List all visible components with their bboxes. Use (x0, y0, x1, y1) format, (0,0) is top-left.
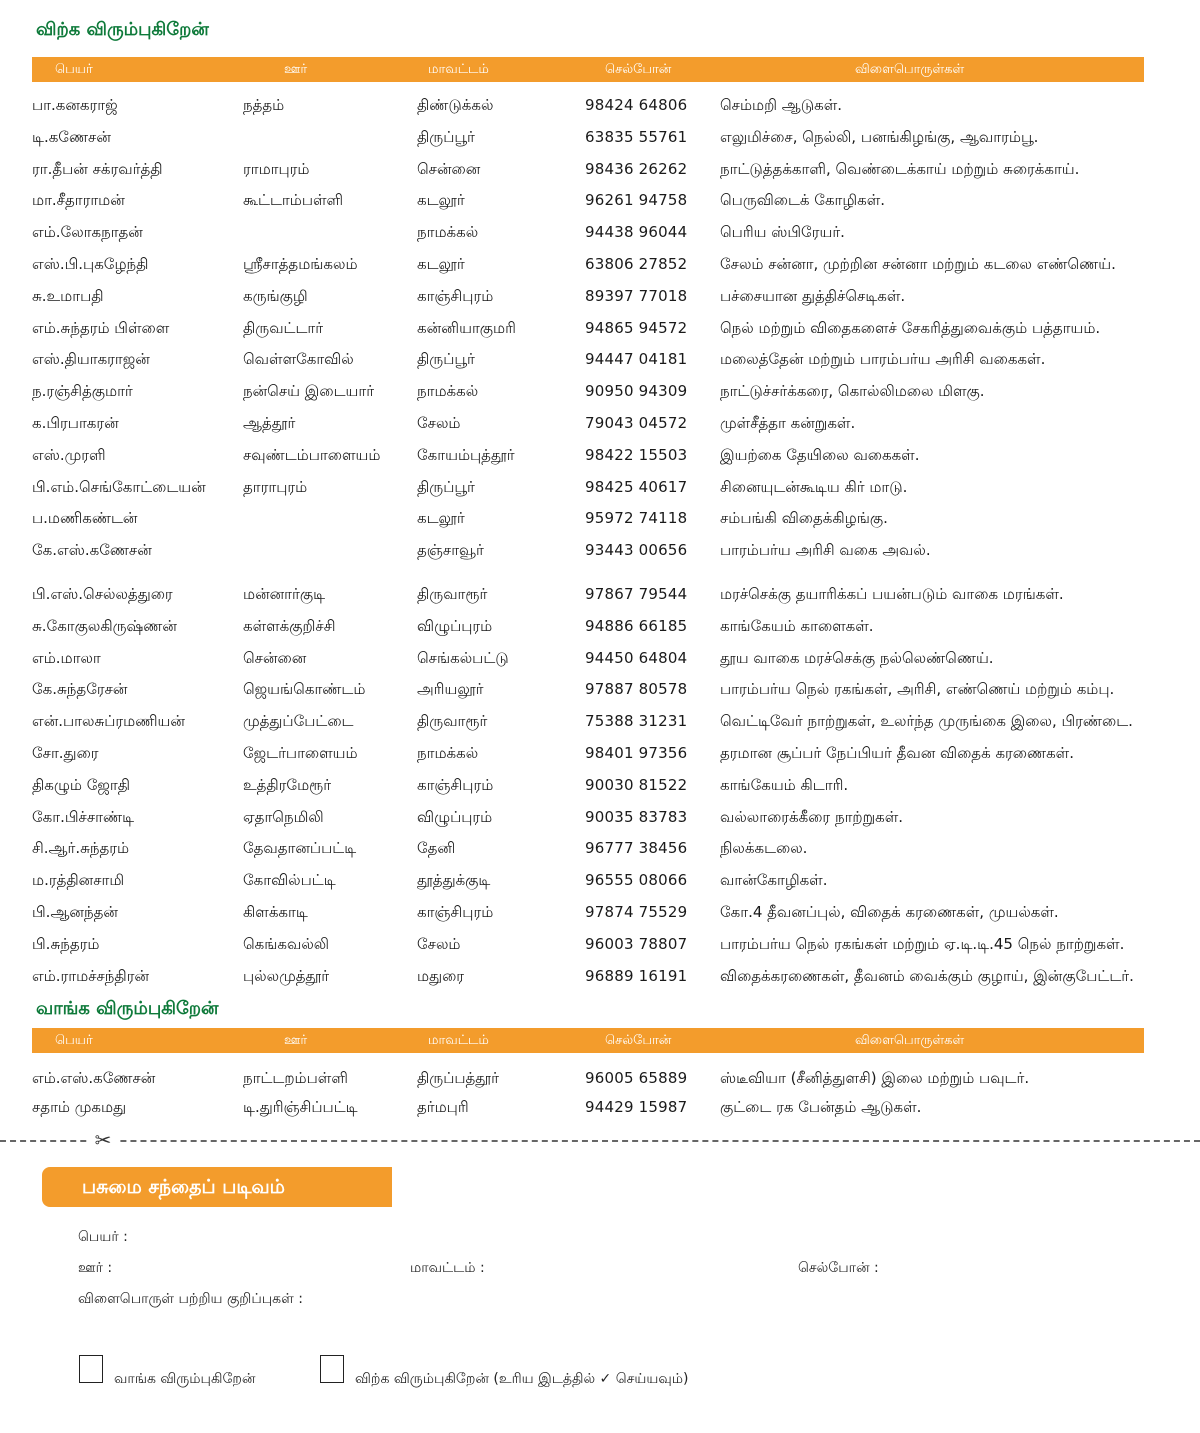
table-row (0, 770, 1200, 800)
cell-products: வான்கோழிகள். (720, 871, 828, 890)
cell-town: நன்செய் இடையார் (243, 382, 375, 401)
form-district-label: மாவட்டம் : (410, 1260, 485, 1276)
cell-name: திகழும் ஜோதி (32, 775, 131, 794)
cell-phone: 98425 40617 (585, 477, 688, 496)
table-row (0, 344, 1200, 374)
cell-products: தூய வாகை மரச்செக்கு நல்லெண்ணெய். (720, 648, 994, 667)
cell-district: காஞ்சிபுரம் (417, 775, 494, 794)
cell-name: பி.எம்.செங்கோட்டையன் (32, 477, 206, 496)
cell-district: நாமக்கல் (417, 223, 479, 242)
cell-district: கடலூர் (417, 191, 465, 210)
cell-district: கோயம்புத்தூர் (417, 445, 515, 464)
scissors-icon: ✂ (88, 1128, 118, 1152)
cell-products: பாரம்பர்ய நெல் ரகங்கள் மற்றும் ஏ.டி.டி.45 நெல் நாற்றுகள். (720, 934, 1125, 953)
cell-town: கிளக்காடி (243, 903, 308, 921)
cell-name: எம்.ராமச்சந்திரன் (32, 966, 150, 985)
cell-name: எம்.லோகநாதன் (32, 223, 143, 242)
cell-name: எம்.சுந்தரம் பிள்ளை (32, 318, 170, 337)
cell-town: ஏதாநெமிலி (243, 807, 324, 826)
sell-table-header (32, 57, 1144, 82)
cell-town: ஆத்தூர் (243, 414, 296, 432)
cell-name: பி.எஸ்.செல்லத்துரை (32, 585, 173, 603)
cell-name: ரா.தீபன் சக்ரவர்த்தி (32, 159, 163, 178)
cell-name: க.பிரபாகரன் (32, 414, 119, 432)
cell-products: குட்டை ரக பேன்தம் ஆடுகள். (720, 1098, 922, 1116)
cell-town: சென்னை (243, 648, 307, 667)
cell-name: எம்.எஸ்.கணேசன் (32, 1069, 156, 1087)
cell-district: தேனி (417, 839, 456, 858)
form-phone-label: செல்போன் : (798, 1260, 879, 1276)
cell-town: நத்தம் (243, 96, 285, 114)
table-row (0, 961, 1200, 991)
cell-town: திருவட்டார் (243, 318, 324, 337)
buy-table-header (32, 1028, 1144, 1053)
cell-phone: 94429 15987 (585, 1098, 688, 1116)
cell-products: நெல் மற்றும் விதைகளைச் சேகரித்துவைக்கும் பத்தாயம். (720, 318, 1101, 337)
cell-town: உத்திரமேரூர் (243, 775, 332, 794)
cell-phone: 75388 31231 (585, 712, 688, 731)
cell-town: மன்னார்குடி (243, 585, 326, 603)
cell-name: சோ.துரை (32, 744, 99, 762)
cell-name: எஸ்.தியாகராஜன் (32, 350, 150, 369)
cell-town: தேவதானப்பட்டி (243, 839, 357, 858)
table-row (0, 611, 1200, 641)
cell-district: திருப்பூர் (417, 350, 475, 369)
cell-town: ஜெயங்கொண்டம் (243, 680, 366, 699)
cell-phone: 96005 65889 (585, 1069, 688, 1087)
cell-district: கடலூர் (417, 509, 465, 528)
cell-district: தூத்துக்குடி (417, 871, 491, 890)
buy-option-label: வாங்க விரும்புகிறேன் (114, 1371, 256, 1387)
cell-name: டி.கணேசன் (32, 127, 111, 146)
cut-line (0, 1140, 1200, 1142)
cell-district: சேலம் (417, 934, 461, 953)
cell-name: பி.ஆனந்தன் (32, 903, 118, 921)
cell-phone: 97867 79544 (585, 585, 688, 603)
form-title: பசுமை சந்தைப் படிவம் (82, 1176, 285, 1198)
cell-phone: 98436 26262 (585, 159, 688, 178)
table-row (0, 313, 1200, 343)
header-name: பெயர் (55, 62, 93, 77)
cell-products: பாரம்பர்ய நெல் ரகங்கள், அரிசி, எண்ணெய் மற்றும் கம்பு. (720, 680, 1115, 699)
cell-phone: 63806 27852 (585, 255, 688, 273)
table-row (0, 579, 1200, 609)
cell-name: எஸ்.முரளி (32, 445, 106, 464)
form-name-label: பெயர் : (78, 1229, 128, 1245)
form-town-label: ஊர் : (78, 1260, 113, 1276)
cell-products: வெட்டிவேர் நாற்றுகள், உலர்ந்த முருங்கை இலை, பிரண்டை. (720, 712, 1133, 731)
cell-town: சவுண்டம்பாளையம் (243, 445, 381, 464)
cell-district: திருப்பூர் (417, 127, 475, 146)
table-row (0, 865, 1200, 895)
cell-district: தர்மபுரி (417, 1098, 469, 1116)
cell-name: கே.எஸ்.கணேசன் (32, 541, 152, 560)
cell-name: சதாம் முகமது (32, 1098, 127, 1116)
cell-district: சென்னை (417, 159, 481, 178)
cell-phone: 63835 55761 (585, 127, 688, 146)
cell-phone: 94447 04181 (585, 350, 688, 369)
table-row (0, 897, 1200, 927)
cell-phone: 96555 08066 (585, 871, 688, 890)
cell-town: தாராபுரம் (243, 477, 308, 496)
form-notes-label: விளைபொருள் பற்றிய குறிப்புகள் : (78, 1291, 303, 1307)
cell-products: பாரம்பர்ய அரிசி வகை அவல். (720, 541, 931, 560)
cell-district: திண்டுக்கல் (417, 96, 494, 114)
cell-phone: 94886 66185 (585, 616, 688, 635)
cell-products: சம்பங்கி விதைக்கிழங்கு. (720, 509, 888, 528)
cell-town: கள்ளக்குறிச்சி (243, 616, 336, 635)
cell-phone: 95972 74118 (585, 509, 688, 528)
cell-district: திருப்பூர் (417, 477, 475, 496)
table-row (0, 674, 1200, 704)
table-row (0, 90, 1200, 120)
cell-name: எம்.மாலா (32, 648, 101, 667)
cell-town: முத்துப்பேட்டை (243, 712, 354, 731)
table-row (0, 643, 1200, 673)
cell-town: ஜேடர்பாளையம் (243, 744, 358, 762)
cell-products: தரமான சூப்பர் நேப்பியர் தீவன விதைக் கரணைகள். (720, 744, 1074, 762)
cell-products: விதைக்கரணைகள், தீவனம் வைக்கும் குழாய், இன்குபேட்டர். (720, 966, 1134, 985)
cell-products: பச்சையான துத்திச்செடிகள். (720, 286, 906, 305)
cell-phone: 97874 75529 (585, 903, 688, 921)
cell-products: எலுமிச்சை, நெல்லி, பனங்கிழங்கு, ஆவாரம்பூ. (720, 127, 1039, 146)
table-row (0, 281, 1200, 311)
table-row (0, 376, 1200, 406)
cell-district: திருவாரூர் (417, 585, 488, 603)
cell-name: பா.கனகராஜ் (32, 96, 118, 114)
cell-products: வல்லாரைக்கீரை நாற்றுகள். (720, 807, 904, 826)
cell-name: பி.சுந்தரம் (32, 934, 100, 953)
cell-phone: 98401 97356 (585, 744, 688, 762)
table-row (0, 185, 1200, 215)
cell-phone: 90035 83783 (585, 807, 688, 826)
cell-name: என்.பாலசுப்ரமணியன் (32, 712, 185, 731)
cell-town: கெங்கவல்லி (243, 934, 330, 953)
cell-products: நாட்டுத்தக்காளி, வெண்டைக்காய் மற்றும் சுரைக்காய். (720, 159, 1080, 178)
header-products: விளைபொருள்கள் (855, 62, 965, 77)
sell-section-title: விற்க விரும்புகிறேன் (36, 19, 209, 40)
cell-name: சி.ஆர்.சுந்தரம் (32, 839, 130, 858)
cell-town: கோவில்பட்டி (243, 871, 336, 890)
table-row (0, 217, 1200, 247)
table-row (0, 249, 1200, 279)
table-row (0, 1092, 1200, 1122)
table-row (0, 833, 1200, 863)
header-phone: செல்போன் (605, 1033, 672, 1048)
table-row (0, 408, 1200, 438)
table-row (0, 738, 1200, 768)
buy-section-title: வாங்க விரும்புகிறேன் (36, 998, 219, 1019)
cell-district: கன்னியாகுமரி (417, 318, 516, 337)
cell-products: சினையுடன்கூடிய கிர் மாடு. (720, 477, 908, 496)
table-row (0, 802, 1200, 832)
header-district: மாவட்டம் (428, 1033, 489, 1048)
cell-phone: 96261 94758 (585, 191, 688, 210)
cell-products: நாட்டுச்சர்க்கரை, கொல்லிமலை மிளகு. (720, 382, 985, 401)
cell-products: ஸ்டீவியா (சீனித்துளசி) இலை மற்றும் பவுடர். (720, 1069, 1030, 1087)
cell-phone: 94865 94572 (585, 318, 688, 337)
cell-town: கருங்குழி (243, 286, 308, 305)
cell-phone: 98424 64806 (585, 96, 688, 114)
cell-products: செம்மறி ஆடுகள். (720, 96, 843, 114)
cell-phone: 94450 64804 (585, 648, 688, 667)
sell-option-label: விற்க விரும்புகிறேன் (உரிய இடத்தில் ✓ செய்யவும்) (355, 1371, 689, 1387)
cell-district: நாமக்கல் (417, 382, 479, 401)
cell-district: செங்கல்பட்டு (417, 648, 509, 667)
cell-district: காஞ்சிபுரம் (417, 903, 494, 921)
cell-name: சு.உமாபதி (32, 286, 104, 305)
sell-checkbox[interactable] (320, 1355, 344, 1383)
cell-products: முள்சீத்தா கன்றுகள். (720, 414, 856, 432)
cell-phone: 96777 38456 (585, 839, 688, 858)
cell-town: புல்லமுத்தூர் (243, 966, 330, 985)
cell-name: மா.சீதாராமன் (32, 191, 125, 210)
cell-phone: 96003 78807 (585, 934, 688, 953)
cell-products: காங்கேயம் கிடாரி. (720, 775, 849, 794)
cell-phone: 97887 80578 (585, 680, 688, 699)
cell-products: காங்கேயம் காளைகள். (720, 616, 874, 635)
cell-name: ம.ரத்தினசாமி (32, 871, 125, 890)
cell-phone: 90030 81522 (585, 775, 688, 794)
table-row (0, 535, 1200, 565)
buy-checkbox[interactable] (79, 1355, 103, 1383)
cell-phone: 89397 77018 (585, 286, 688, 305)
cell-phone: 98422 15503 (585, 445, 688, 464)
cell-district: விழுப்புரம் (417, 807, 493, 826)
cell-products: நிலக்கடலை. (720, 839, 808, 858)
header-town: ஊர் (284, 62, 308, 77)
cell-products: இயற்கை தேயிலை வகைகள். (720, 445, 920, 464)
cell-district: விழுப்புரம் (417, 616, 493, 635)
header-name: பெயர் (55, 1033, 93, 1048)
cell-products: கோ.4 தீவனப்புல், விதைக் கரணைகள், முயல்கள். (720, 903, 1059, 921)
cell-district: திருவாரூர் (417, 712, 488, 731)
cell-district: கடலூர் (417, 255, 465, 273)
form-title-banner (42, 1167, 392, 1207)
table-row (0, 1063, 1200, 1093)
cell-phone: 94438 96044 (585, 223, 688, 242)
table-row (0, 929, 1200, 959)
cell-phone: 79043 04572 (585, 414, 688, 432)
header-phone: செல்போன் (605, 62, 672, 77)
cell-name: எஸ்.பி.புகழேந்தி (32, 255, 149, 273)
cell-town: ராமாபுரம் (243, 159, 310, 178)
cell-district: காஞ்சிபுரம் (417, 286, 494, 305)
cell-town: நாட்டறம்பள்ளி (243, 1069, 348, 1087)
cell-district: தஞ்சாவூர் (417, 541, 484, 560)
cell-town: கூட்டாம்பள்ளி (243, 191, 344, 210)
cell-phone: 93443 00656 (585, 541, 688, 560)
cell-district: திருப்பத்தூர் (417, 1069, 499, 1087)
cell-name: கோ.பிச்சாண்டி (32, 807, 135, 826)
header-products: விளைபொருள்கள் (855, 1033, 965, 1048)
header-district: மாவட்டம் (428, 62, 489, 77)
cell-district: சேலம் (417, 414, 461, 432)
cell-name: ப.மணிகண்டன் (32, 509, 138, 528)
cell-products: மலைத்தேன் மற்றும் பாரம்பர்ய அரிசி வகைகள். (720, 350, 1046, 369)
cell-phone: 90950 94309 (585, 382, 688, 401)
cell-town: டி.துரிஞ்சிப்பட்டி (243, 1098, 358, 1116)
table-row (0, 154, 1200, 184)
cell-products: சேலம் சன்னா, முற்றின சன்னா மற்றும் கடலை எண்ணெய். (720, 255, 1116, 273)
header-town: ஊர் (284, 1033, 308, 1048)
table-row (0, 122, 1200, 152)
table-row (0, 472, 1200, 502)
table-row (0, 706, 1200, 736)
cell-products: பெருவிடைக் கோழிகள். (720, 191, 886, 210)
cell-products: மரச்செக்கு தயாரிக்கப் பயன்படும் வாகை மரங்கள். (720, 585, 1064, 603)
cell-name: கே.சுந்தரேசன் (32, 680, 128, 699)
cell-name: சு.கோகுலகிருஷ்ணன் (32, 616, 177, 635)
cell-district: அரியலூர் (417, 680, 484, 699)
cell-products: பெரிய ஸ்பிரேயர். (720, 223, 845, 242)
cell-town: வெள்ளகோவில் (243, 350, 354, 369)
cell-name: ந.ரஞ்சித்குமார் (32, 382, 133, 401)
cell-phone: 96889 16191 (585, 966, 688, 985)
table-row (0, 440, 1200, 470)
table-row (0, 503, 1200, 533)
cell-district: நாமக்கல் (417, 744, 479, 762)
cell-district: மதுரை (417, 966, 465, 985)
cell-town: ஸ்ரீசாத்தமங்கலம் (243, 255, 358, 273)
